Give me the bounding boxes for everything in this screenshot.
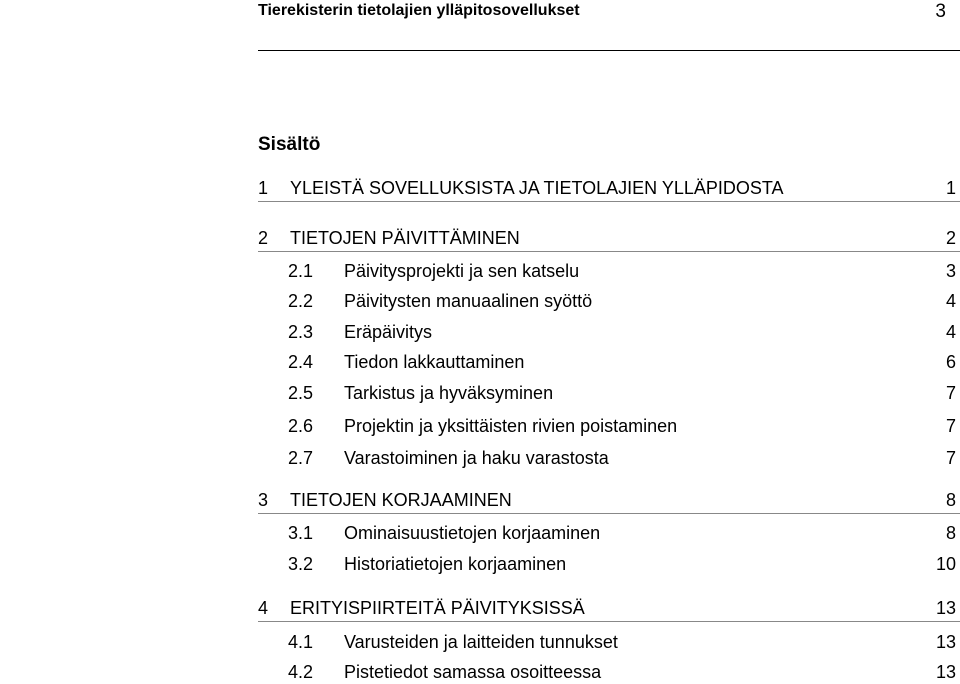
toc-heading: Sisältö (258, 134, 321, 155)
toc-entry-number: 2.6 (288, 416, 314, 436)
toc-entry-page: 3 (945, 261, 956, 281)
toc-entry-page: 7 (945, 416, 956, 436)
toc-entry-page: 1 (945, 178, 956, 198)
toc-entry-page: 10 (935, 554, 956, 574)
toc-entry-4-2[interactable] (258, 660, 956, 684)
toc-entry-page: 13 (935, 662, 956, 682)
toc-entry-page: 4 (945, 322, 956, 342)
toc-entry-number: 2.1 (288, 261, 314, 281)
toc-entry-number: 2.5 (288, 383, 314, 403)
toc-entry-2-4[interactable] (258, 350, 956, 374)
toc-entry-title: Päivitysten manuaalinen syöttö (344, 291, 593, 311)
toc-entry-2-7[interactable] (258, 446, 956, 470)
toc-entry-title: Tiedon lakkauttaminen (344, 352, 525, 372)
toc-entry-number: 1 (258, 178, 269, 198)
toc-entry-number: 3.2 (288, 554, 314, 574)
toc-entry-title: TIETOJEN KORJAAMINEN (290, 490, 512, 510)
toc-entry-number: 4 (258, 598, 269, 618)
toc-entry-1[interactable] (258, 176, 956, 200)
toc-entry-3-2[interactable] (258, 552, 956, 576)
toc-entry-number: 2 (258, 228, 269, 248)
toc-entry-title: Tarkistus ja hyväksyminen (344, 383, 554, 403)
toc-entry-page: 13 (935, 632, 956, 652)
toc-entry-2-3[interactable] (258, 320, 956, 344)
toc-entry-title: TIETOJEN PÄIVITTÄMINEN (290, 228, 520, 248)
toc-entry-title: Projektin ja yksittäisten rivien poistaminen (344, 416, 678, 436)
toc-entry-title: YLEISTÄ SOVELLUKSISTA JA TIETOLAJIEN YLLÄPIDOSTA (290, 178, 784, 198)
toc-entry-number: 2.4 (288, 352, 314, 372)
toc-entry-number: 2.7 (288, 448, 314, 468)
toc-entry-title: Ominaisuustietojen korjaaminen (344, 523, 601, 543)
header-divider (258, 50, 960, 51)
toc-entry-title: Pistetiedot samassa osoitteessa (344, 662, 602, 682)
toc-entry-number: 3.1 (288, 523, 314, 543)
toc-entry-title: Historiatietojen korjaaminen (344, 554, 567, 574)
toc-entry-4-1[interactable] (258, 630, 956, 654)
toc-entry-number: 2.3 (288, 322, 314, 342)
toc-entry-2-5[interactable] (258, 381, 956, 405)
toc-entry-page: 4 (945, 291, 956, 311)
toc-entry-4[interactable] (258, 596, 956, 620)
toc-entry-3-1[interactable] (258, 521, 956, 545)
document-title: Tierekisterin tietolajien ylläpitosovellukset (258, 2, 580, 19)
toc-entry-page: 7 (945, 448, 956, 468)
section-divider (258, 251, 960, 252)
toc-entry-3[interactable] (258, 488, 956, 512)
toc-entry-number: 4.1 (288, 632, 314, 652)
toc-entry-title: Päivitysprojekti ja sen katselu (344, 261, 580, 281)
toc-entry-title: Eräpäivitys (344, 322, 433, 342)
section-divider (258, 621, 960, 622)
toc-entry-page: 7 (945, 383, 956, 403)
toc-entry-title: Varastoiminen ja haku varastosta (344, 448, 609, 468)
toc-entry-page: 2 (945, 228, 956, 248)
section-divider (258, 513, 960, 514)
page-number: 3 (935, 1, 946, 22)
toc-entry-page: 6 (945, 352, 956, 372)
section-divider (258, 201, 960, 202)
toc-entry-title: ERITYISPIIRTEITÄ PÄIVITYKSISSÄ (290, 598, 585, 618)
toc-entry-page: 8 (945, 523, 956, 543)
toc-entry-2-6[interactable] (258, 414, 956, 438)
toc-entry-number: 4.2 (288, 662, 314, 682)
toc-entry-2-2[interactable] (258, 289, 956, 313)
toc-entry-title: Varusteiden ja laitteiden tunnukset (344, 632, 618, 652)
toc-entry-2-1[interactable] (258, 259, 956, 283)
toc-entry-page: 13 (935, 598, 956, 618)
toc-entry-number: 2.2 (288, 291, 314, 311)
toc-entry-number: 3 (258, 490, 269, 510)
toc-entry-page: 8 (945, 490, 956, 510)
toc-entry-2[interactable] (258, 226, 956, 250)
